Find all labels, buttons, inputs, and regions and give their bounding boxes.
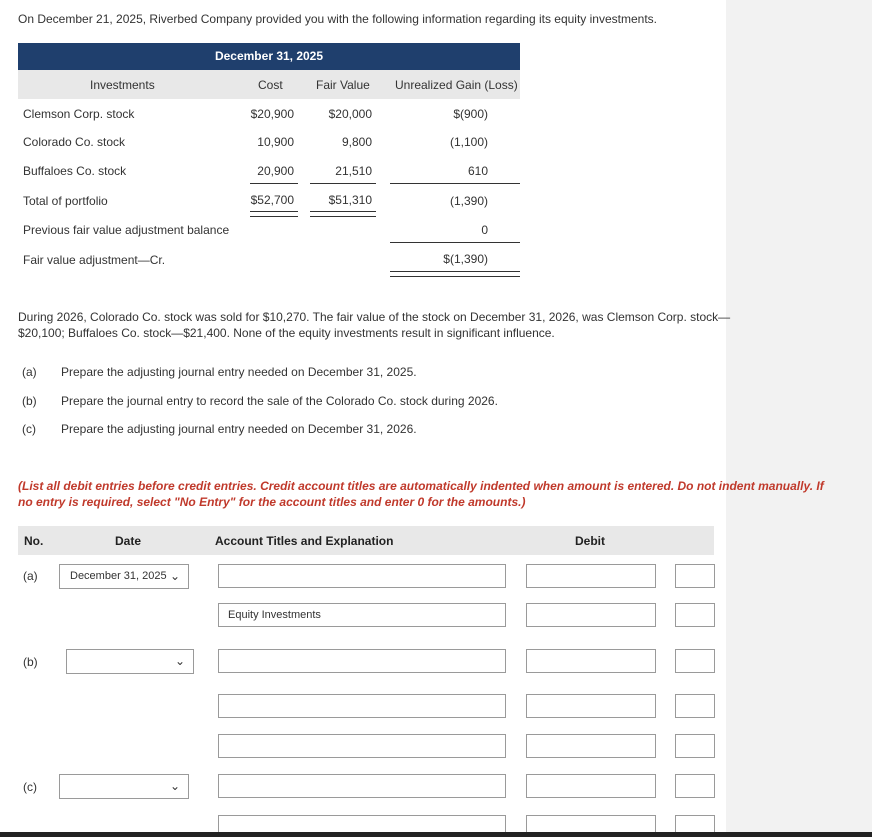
credit-input[interactable] <box>675 603 715 627</box>
chevron-down-icon: ⌄ <box>169 569 180 583</box>
table-row-name: Fair value adjustment—Cr. <box>23 253 166 267</box>
debit-input[interactable] <box>526 734 656 758</box>
col-account-titles: Account Titles and Explanation <box>215 534 394 548</box>
table-banner-label: December 31, 2025 <box>214 49 324 63</box>
table-cell-gain: $(1,390) <box>443 252 488 266</box>
account-title-input[interactable] <box>218 774 506 798</box>
underline <box>250 183 298 184</box>
table-cell-gain: (1,390) <box>449 194 488 208</box>
debit-input[interactable] <box>526 649 656 673</box>
credit-input[interactable] <box>675 649 715 673</box>
table-row-name: Colorado Co. stock <box>23 135 126 149</box>
date-select-c[interactable] <box>59 774 189 799</box>
double-underline <box>250 211 298 217</box>
col-fair-value: Fair Value <box>316 78 370 92</box>
account-title-input[interactable] <box>218 649 506 673</box>
credit-input[interactable] <box>675 564 715 588</box>
table-row-name: Total of portfolio <box>23 194 108 208</box>
underline <box>310 183 376 184</box>
account-title-value: Equity Investments <box>228 609 321 621</box>
entry-label-a: (a) <box>23 569 38 583</box>
task-letter: (b) <box>22 394 37 408</box>
table-row-name: Clemson Corp. stock <box>23 107 135 121</box>
task-text: Prepare the adjusting journal entry needed on December 31, 2026. <box>61 422 417 436</box>
table-cell-gain: $(900) <box>453 107 488 121</box>
task-text: Prepare the adjusting journal entry needed on December 31, 2025. <box>61 365 417 379</box>
intro-text: On December 21, 2025, Riverbed Company provided you with the following information regarding its equity investments. <box>18 12 657 26</box>
task-text: Prepare the journal entry to record the sale of the Colorado Co. stock during 2026. <box>61 394 498 408</box>
col-no: No. <box>24 534 44 548</box>
chevron-down-icon: ⌄ <box>174 654 185 668</box>
bottom-border <box>0 832 872 837</box>
col-unrealized-gain: Unrealized Gain (Loss) <box>395 78 518 92</box>
instructions-line2: no entry is required, select "No Entry" for the account titles and enter 0 for the amounts.) <box>18 495 526 509</box>
debit-input[interactable] <box>526 774 656 798</box>
table-row-name: Buffaloes Co. stock <box>23 164 127 178</box>
col-investments: Investments <box>90 78 155 92</box>
col-cost: Cost <box>258 78 283 92</box>
table-cell-cost: 20,900 <box>257 164 294 178</box>
entry-label-b: (b) <box>23 655 38 669</box>
credit-input[interactable] <box>675 694 715 718</box>
debit-input[interactable] <box>526 694 656 718</box>
journal-header <box>18 526 714 555</box>
table-cell-fair-value: $20,000 <box>328 107 372 121</box>
table-cell-cost: $52,700 <box>250 193 294 207</box>
task-letter: (c) <box>22 422 36 436</box>
problem-text-line2: $20,100; Buffaloes Co. stock—$21,400. None of the equity investments result in significant influence. <box>18 326 555 340</box>
instructions-line1: (List all debit entries before credit entries. Credit account titles are automatically indented when amount is entered. Do not indent manually. If <box>18 479 824 493</box>
underline <box>390 242 520 243</box>
table-cell-cost: $20,900 <box>250 107 294 121</box>
entry-label-c: (c) <box>23 780 37 794</box>
col-debit: Debit <box>575 534 605 548</box>
table-banner <box>18 43 520 70</box>
table-cell-fair-value: 9,800 <box>341 135 372 149</box>
table-header <box>18 70 520 99</box>
date-select-a[interactable] <box>59 564 189 589</box>
problem-text-line1: During 2026, Colorado Co. stock was sold for $10,270. The fair value of the stock on December 31, 2026, was Clemson Corp. stock— <box>18 310 731 324</box>
task-letter: (a) <box>22 365 37 379</box>
col-date: Date <box>115 534 142 548</box>
underline <box>390 183 520 184</box>
credit-input[interactable] <box>675 734 715 758</box>
table-cell-gain: 610 <box>467 164 488 178</box>
date-select-b[interactable] <box>66 649 194 674</box>
account-title-input[interactable] <box>218 734 506 758</box>
account-title-input[interactable] <box>218 694 506 718</box>
table-cell-cost: 10,900 <box>257 135 294 149</box>
table-cell-fair-value: $51,310 <box>328 193 372 207</box>
account-title-input[interactable] <box>218 564 506 588</box>
double-underline <box>390 271 520 277</box>
double-underline <box>310 211 376 217</box>
table-row-name: Previous fair value adjustment balance <box>23 223 230 237</box>
credit-input[interactable] <box>675 774 715 798</box>
table-cell-fair-value: 21,510 <box>335 164 372 178</box>
date-select-value: December 31, 2025 <box>70 570 167 582</box>
table-cell-gain: 0 <box>481 223 488 237</box>
debit-input[interactable] <box>526 603 656 627</box>
debit-input[interactable] <box>526 564 656 588</box>
table-cell-gain: (1,100) <box>449 135 488 149</box>
account-title-input[interactable] <box>218 603 506 627</box>
chevron-down-icon: ⌄ <box>169 779 180 793</box>
